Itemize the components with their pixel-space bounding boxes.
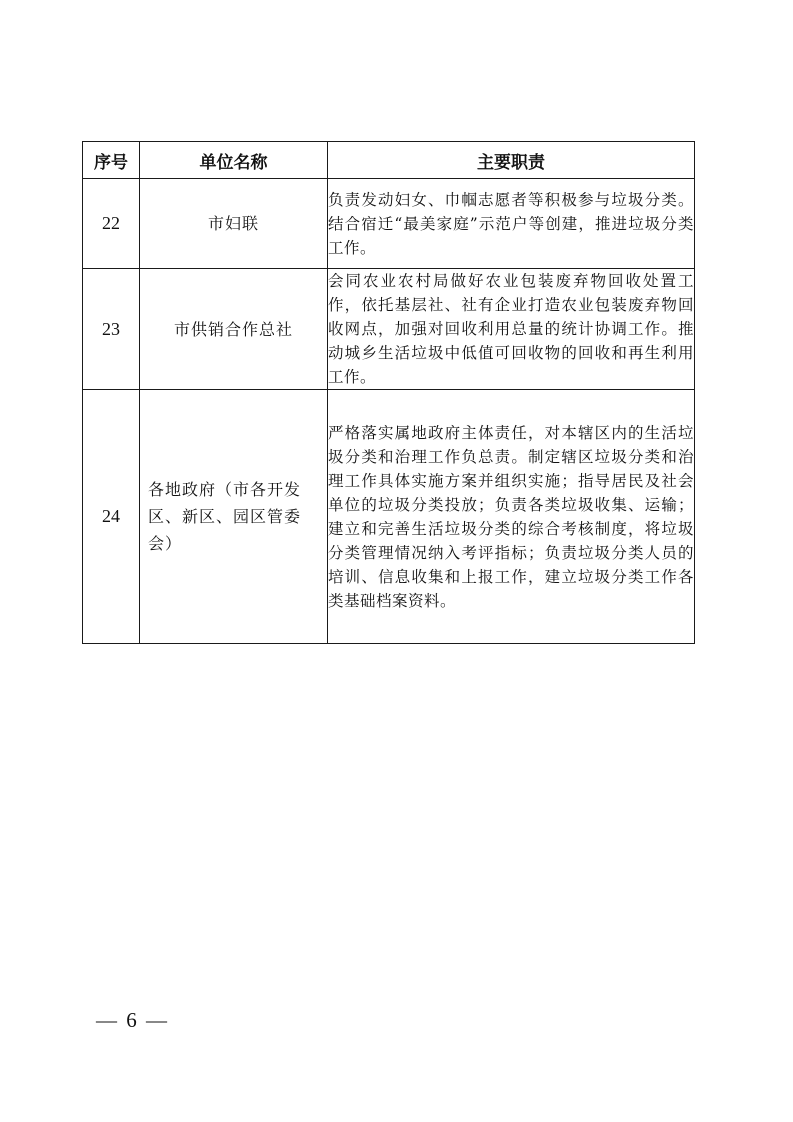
table-row [83,179,695,269]
row-unit: 市妇联 [140,179,328,269]
row-duty: 负责发动妇女、巾帼志愿者等积极参与垃圾分类。结合宿迁“最美家庭”示范户等创建，推进垃圾分类工作。 [328,179,695,269]
row-seq: 22 [83,179,140,269]
table-row [83,269,695,390]
page-number: — 6 — [96,1008,169,1032]
header-seq: 序号 [83,142,140,179]
row-duty: 严格落实属地政府主体责任，对本辖区内的生活垃圾分类和治理工作负总责。制定辖区垃圾分类和治理工作具体实施方案并组织实施；指导居民及社会单位的垃圾分类投放；负责各类垃圾收集、运输；建立和完善生活垃圾分类的综合考核制度，将垃圾分类管理情况纳入考评指标；负责垃圾分类人员的培训、信息收集和上报工作，建立垃圾分类工作各类基础档案资料。 [328,390,695,644]
header-duty: 主要职责 [328,142,695,179]
table-row [83,390,695,644]
header-unit: 单位名称 [140,142,328,179]
row-seq: 23 [83,269,140,390]
row-unit: 各地政府（市各开发区、新区、园区管委会） [140,390,328,644]
responsibility-table [82,141,695,644]
row-seq: 24 [83,390,140,644]
row-duty: 会同农业农村局做好农业包装废弃物回收处置工作，依托基层社、社有企业打造农业包装废弃物回收网点，加强对回收利用总量的统计协调工作。推动城乡生活垃圾中低值可回收物的回收和再生利用工作。 [328,269,695,390]
row-unit: 市供销合作总社 [140,269,328,390]
table-header-row [83,142,695,179]
